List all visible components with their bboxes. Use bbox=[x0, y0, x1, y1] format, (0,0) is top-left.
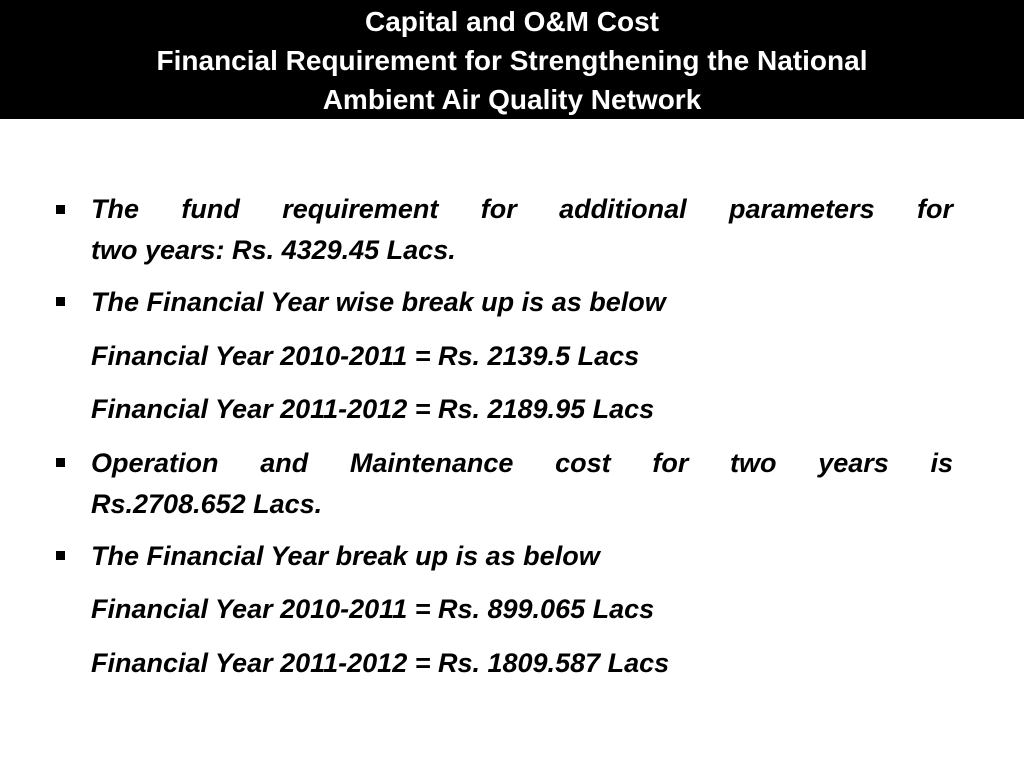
om-cost-line-2: Rs.2708.652 Lacs. bbox=[91, 489, 323, 519]
om-breakup-heading: The Financial Year break up is as below bbox=[91, 541, 600, 571]
slide-title-line-3: Ambient Air Quality Network bbox=[322, 84, 702, 115]
om-breakup-item-1: Financial Year 2010-2011 = Rs. 899.065 Lacs bbox=[91, 594, 655, 624]
fund-requirement-line-1: The fund requirement for additional parameters for bbox=[91, 194, 953, 224]
bullet-square-icon bbox=[56, 205, 65, 214]
bullet-square-icon bbox=[56, 551, 65, 560]
bullet-square-icon bbox=[56, 458, 65, 467]
om-breakup-item-2: Financial Year 2011-2012 = Rs. 1809.587 Lacs bbox=[91, 648, 670, 678]
fy-breakup-item-2: Financial Year 2011-2012 = Rs. 2189.95 Lacs bbox=[91, 394, 655, 424]
fy-breakup-item-1: Financial Year 2010-2011 = Rs. 2139.5 Lacs bbox=[91, 341, 640, 371]
fy-breakup-heading: The Financial Year wise break up is as below bbox=[91, 287, 666, 317]
fund-requirement-line-2: two years: Rs. 4329.45 Lacs. bbox=[91, 235, 456, 265]
om-cost-line-1: Operation and Maintenance cost for two years is bbox=[91, 448, 953, 478]
slide-title-line-2: Financial Requirement for Strengthening the National bbox=[156, 45, 868, 76]
bullet-square-icon bbox=[56, 297, 65, 306]
slide-title-line-1: Capital and O&M Cost bbox=[364, 6, 659, 37]
